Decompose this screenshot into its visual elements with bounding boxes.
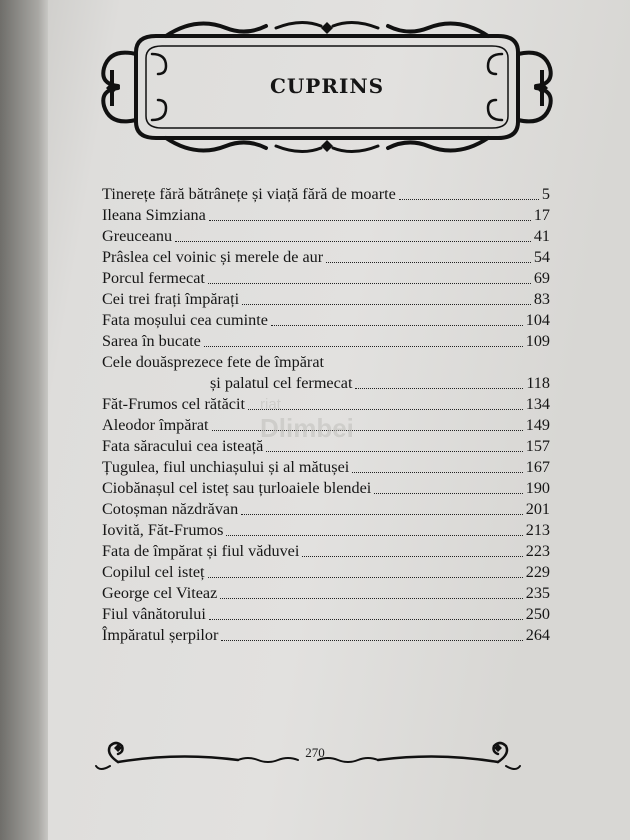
title-ornamental-frame: [96, 14, 558, 160]
toc-entry: [102, 351, 550, 393]
toc-entry-title: Ciobănașul cel isteț sau țurloaiele blendei: [102, 479, 372, 497]
toc-entry-page: 201: [525, 500, 550, 518]
toc-entry: [102, 561, 550, 582]
dot-leader: [302, 556, 522, 557]
toc-entry-page: 69: [533, 269, 550, 287]
toc-entry-page: 118: [526, 374, 550, 392]
toc-entry: [102, 582, 550, 603]
toc-entry: [102, 456, 550, 477]
watermark-line1: riat: [260, 396, 281, 413]
toc-entry-page: 54: [533, 248, 550, 266]
toc-entry-page: 41: [533, 227, 550, 245]
toc-entry: [102, 498, 550, 519]
dot-leader: [399, 199, 539, 200]
dot-leader: [271, 325, 523, 326]
toc-entry-page: 229: [525, 563, 550, 581]
toc-entry-title: Fata săracului cea isteață: [102, 437, 264, 455]
watermark-line2: Dlimbei: [260, 413, 354, 443]
toc-entry: [102, 246, 550, 267]
toc-entry-page: 213: [525, 521, 550, 539]
dot-leader: [241, 514, 523, 515]
toc-entry: [102, 204, 550, 225]
toc-entry-page: 223: [525, 542, 550, 560]
toc-entry-title: Ileana Simziana: [102, 206, 206, 224]
dot-leader: [208, 577, 523, 578]
toc-entry-page: 235: [525, 584, 550, 602]
toc-entry: [102, 225, 550, 246]
toc-entry-title: Cotoșman năzdrăvan: [102, 500, 239, 518]
toc-entry-title: Porcul fermecat: [102, 269, 205, 287]
toc-entry-title: Greuceanu: [102, 227, 173, 245]
toc-entry-page: 5: [541, 185, 550, 203]
dot-leader: [221, 640, 522, 641]
toc-entry: [102, 288, 550, 309]
toc-entry-page: 83: [533, 290, 550, 308]
toc-entry: [102, 519, 550, 540]
dot-leader: [208, 283, 531, 284]
toc-entry-title: George cel Viteaz: [102, 584, 218, 602]
toc-entry-page: 134: [525, 395, 550, 413]
dot-leader: [374, 493, 522, 494]
toc-entry: [102, 330, 550, 351]
toc-entry-page: 104: [525, 311, 550, 329]
toc-entry: [102, 603, 550, 624]
dot-leader: [212, 430, 523, 431]
toc-entry-page: 109: [525, 332, 550, 350]
page-title: CUPRINS: [269, 74, 385, 98]
toc-entry-title: Țugulea, fiul unchiașului și al mătușei: [102, 458, 350, 476]
toc-entry-title: Copilul cel isteț: [102, 563, 205, 581]
dot-leader: [204, 346, 523, 347]
toc-entry-title: Fata de împărat și fiul văduvei: [102, 542, 300, 560]
dot-leader: [209, 220, 531, 221]
toc-entry-title: Sarea în bucate: [102, 332, 201, 350]
toc-entry: [102, 624, 550, 645]
dot-leader: [220, 598, 522, 599]
toc-entry-page: 190: [525, 479, 550, 497]
dot-leader: [355, 388, 523, 389]
toc-entry-page: 149: [525, 416, 550, 434]
watermark: [260, 396, 354, 444]
toc-entry-title: Cei trei frați împărați: [102, 290, 240, 308]
toc-entry-page: 167: [525, 458, 550, 476]
toc-entry-title: Cele douăsprezece fete de împărat: [102, 353, 325, 371]
toc-entry: [102, 309, 550, 330]
dot-leader: [326, 262, 531, 263]
toc-entry: [102, 477, 550, 498]
dot-leader: [226, 535, 522, 536]
toc-entry: [102, 183, 550, 204]
page-gutter-shadow: [0, 0, 48, 840]
toc-entry-title: Fata moșului cea cuminte: [102, 311, 268, 329]
toc-entry-title: Tinerețe fără bătrânețe și viață fără de moarte: [102, 185, 396, 203]
dot-leader: [209, 619, 523, 620]
toc-entry-title: Prâslea cel voinic și merele de aur: [102, 248, 324, 266]
toc-entry-title: Făt-Frumos cel rătăcit: [102, 395, 245, 413]
toc-entry: [102, 267, 550, 288]
page-number: 270: [305, 745, 325, 760]
toc-entry-page: 250: [525, 605, 550, 623]
toc-entry-page: 17: [533, 206, 550, 224]
toc-entry: [102, 540, 550, 561]
toc-entry-page: 264: [525, 626, 550, 644]
toc-entry-page: 157: [525, 437, 550, 455]
toc-entry-title-line2: și palatul cel fermecat: [210, 374, 353, 392]
dot-leader: [175, 241, 531, 242]
dot-leader: [266, 451, 522, 452]
toc-entry-title: Fiul vânătorului: [102, 605, 206, 623]
dot-leader: [242, 304, 531, 305]
toc-entry-title: Iovită, Făt-Frumos: [102, 521, 224, 539]
dot-leader: [352, 472, 522, 473]
toc-entry-title: Aleodor împărat: [102, 416, 209, 434]
toc-entry-title: Împăratul șerpilor: [102, 626, 219, 644]
